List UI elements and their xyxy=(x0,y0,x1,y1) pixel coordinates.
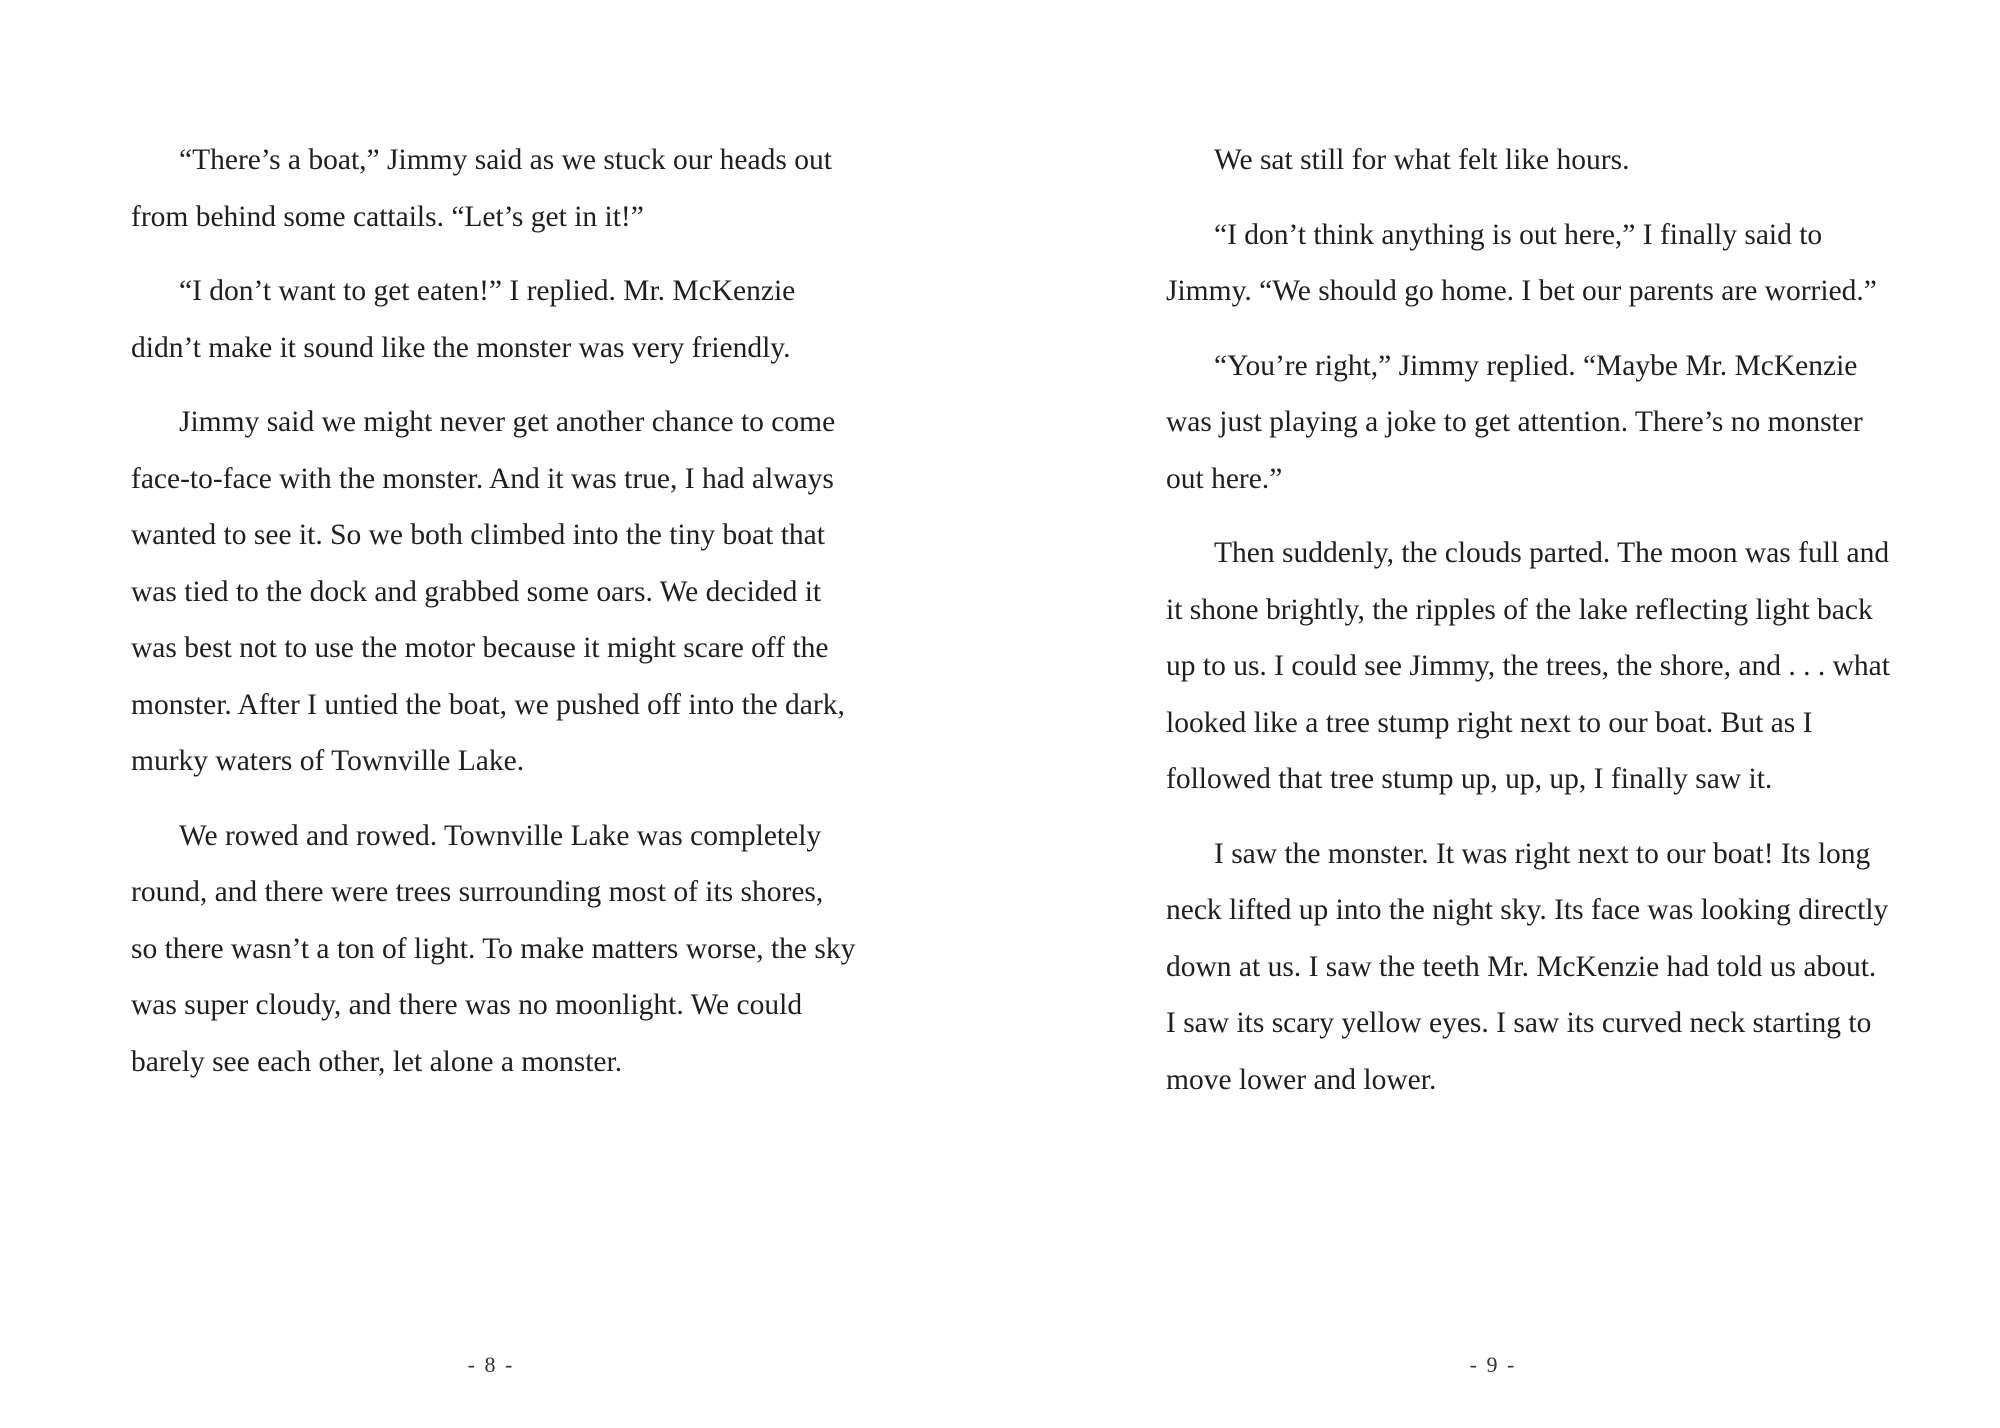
paragraph: Then suddenly, the clouds parted. The moon was full and it shone brightly, the ripples of the lake reflecting light back up to us. I could see Jimmy, the trees, the shore, and . . . what looked like a tree stump right next to our boat. But as I followed that tree stump up, up, up, I finally saw it. xyxy=(1166,537,1890,795)
paragraph: We sat still for what felt like hours. xyxy=(1214,144,1630,176)
paragraph: “You’re right,” Jimmy replied. “Maybe Mr. McKenzie was just playing a joke to get attention. There’s no monster out here.” xyxy=(1166,349,1863,495)
left-page-text xyxy=(131,132,856,1108)
paragraph: “I don’t want to get eaten!” I replied. Mr. McKenzie didn’t make it sound like the monster was very friendly. xyxy=(131,275,796,364)
right-page xyxy=(1000,0,2000,1428)
paragraph: I saw the monster. It was right next to our boat! Its long neck lifted up into the night sky. Its face was looking directly down at us. I saw the teeth Mr. McKenzie had told us about. I saw its scary yellow eyes. I saw its curved neck starting to move lower and lower. xyxy=(1166,837,1889,1096)
page-number: - 8 - xyxy=(467,1352,515,1377)
paragraph: We rowed and rowed. Townville Lake was completely round, and there were trees surrounding most of its shores, so there wasn’t a ton of light. To make matters worse, the sky was super cloudy, and there was no moonlight. We could barely see each other, let alone a monster. xyxy=(131,819,856,1078)
paragraph: Jimmy said we might never get another chance to come face-to-face with the monster. And it was true, I had always wanted to see it. So we both climbed into the tiny boat that was tied to the dock and grabbed some oars. We decided it was best not to use the motor because it might scare off the monster. After I untied the boat, we pushed off into the dark, murky waters of Townville Lake. xyxy=(131,406,845,777)
right-page-text xyxy=(1166,132,1891,1126)
paragraph: “I don’t think anything is out here,” I finally said to Jimmy. “We should go home. I bet our parents are worried.” xyxy=(1166,218,1877,307)
page-number: - 9 - xyxy=(1469,1352,1517,1377)
paragraph: “There’s a boat,” Jimmy said as we stuck our heads out from behind some cattails. “Let’s get in it!” xyxy=(131,144,832,233)
